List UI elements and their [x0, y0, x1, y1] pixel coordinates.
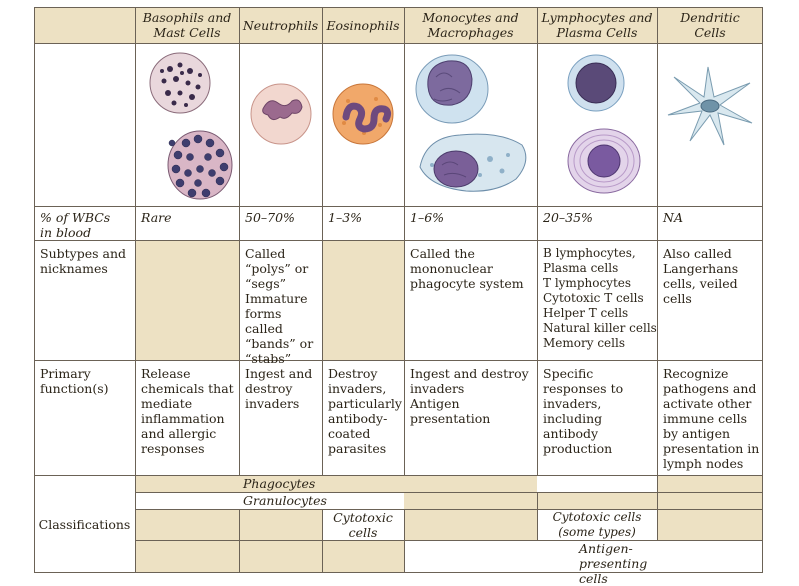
label-classifications: Classifications: [38, 517, 131, 532]
label-percent-wbc: % of WBCs in blood: [40, 210, 111, 240]
dendritic-subtypes: Also called Langerhans cells, veiled cells: [663, 246, 739, 306]
header-monocytes: Monocytes and Macrophages: [422, 10, 519, 40]
header-neutrophils: Neutrophils: [242, 18, 319, 33]
header-lymphocytes: Lymphocytes and Plasma Cells: [541, 10, 653, 40]
monocyte-macrophage-illustration: [410, 47, 534, 203]
dendritic-function: Recognize pathogens and activate other immune cells by antigen presentation in lymph nodes: [663, 366, 760, 471]
class-cytotoxic-eosinophils: Cytotoxic cells: [333, 510, 393, 540]
monocytes-percent: 1–6%: [410, 210, 445, 225]
lymphocytes-function: Specific responses to invaders, including antibody production: [543, 366, 624, 456]
class-cytotoxic-some-types: Cytotoxic cells (some types): [552, 510, 642, 539]
monocytes-subtypes: Called the mononuclear phagocyte system: [410, 246, 524, 291]
eosinophil-illustration: [330, 81, 396, 147]
lymphocyte-plasma-cell-illustration: [564, 51, 644, 203]
class-granulocytes: Granulocytes: [243, 493, 327, 508]
header-dendritic: Dendritic Cells: [680, 10, 740, 40]
class-phagocytes: Phagocytes: [243, 476, 316, 491]
dendritic-cell-illustration: [664, 63, 758, 147]
lymphocytes-subtypes: B lymphocytes, Plasma cells T lymphocytes Cytotoxic T cells Helper T cells Natural killer cells Memory cells: [543, 246, 657, 350]
monocytes-function: Ingest and destroy invaders Antigen presentation: [410, 366, 529, 426]
class-antigen-presenting: Antigen- presenting cells: [579, 541, 648, 586]
label-primary-function: Primary function(s): [40, 366, 109, 396]
dendritic-percent: NA: [663, 210, 683, 225]
header-eosinophils: Eosinophils: [326, 18, 400, 33]
basophil-mast-cell-illustration: [142, 47, 234, 203]
lymphocytes-percent: 20–35%: [543, 210, 593, 225]
neutrophil-illustration: [246, 81, 316, 147]
neutrophils-percent: 50–70%: [245, 210, 295, 225]
header-basophils: Basophils and Mast Cells: [142, 10, 232, 40]
eosinophils-percent: 1–3%: [328, 210, 363, 225]
neutrophils-subtypes: Called “polys” or “segs” Immature forms called “bands” or “stabs”: [245, 246, 314, 366]
basophils-function: Release chemicals that mediate inflammation and allergic responses: [141, 366, 234, 456]
white-blood-cell-table: [34, 7, 763, 586]
label-subtypes: Subtypes and nicknames: [40, 246, 126, 276]
neutrophils-function: Ingest and destroy invaders: [245, 366, 313, 411]
eosinophils-function: Destroy invaders, particularly antibody- coated parasites: [328, 366, 402, 456]
basophils-percent: Rare: [141, 210, 172, 225]
